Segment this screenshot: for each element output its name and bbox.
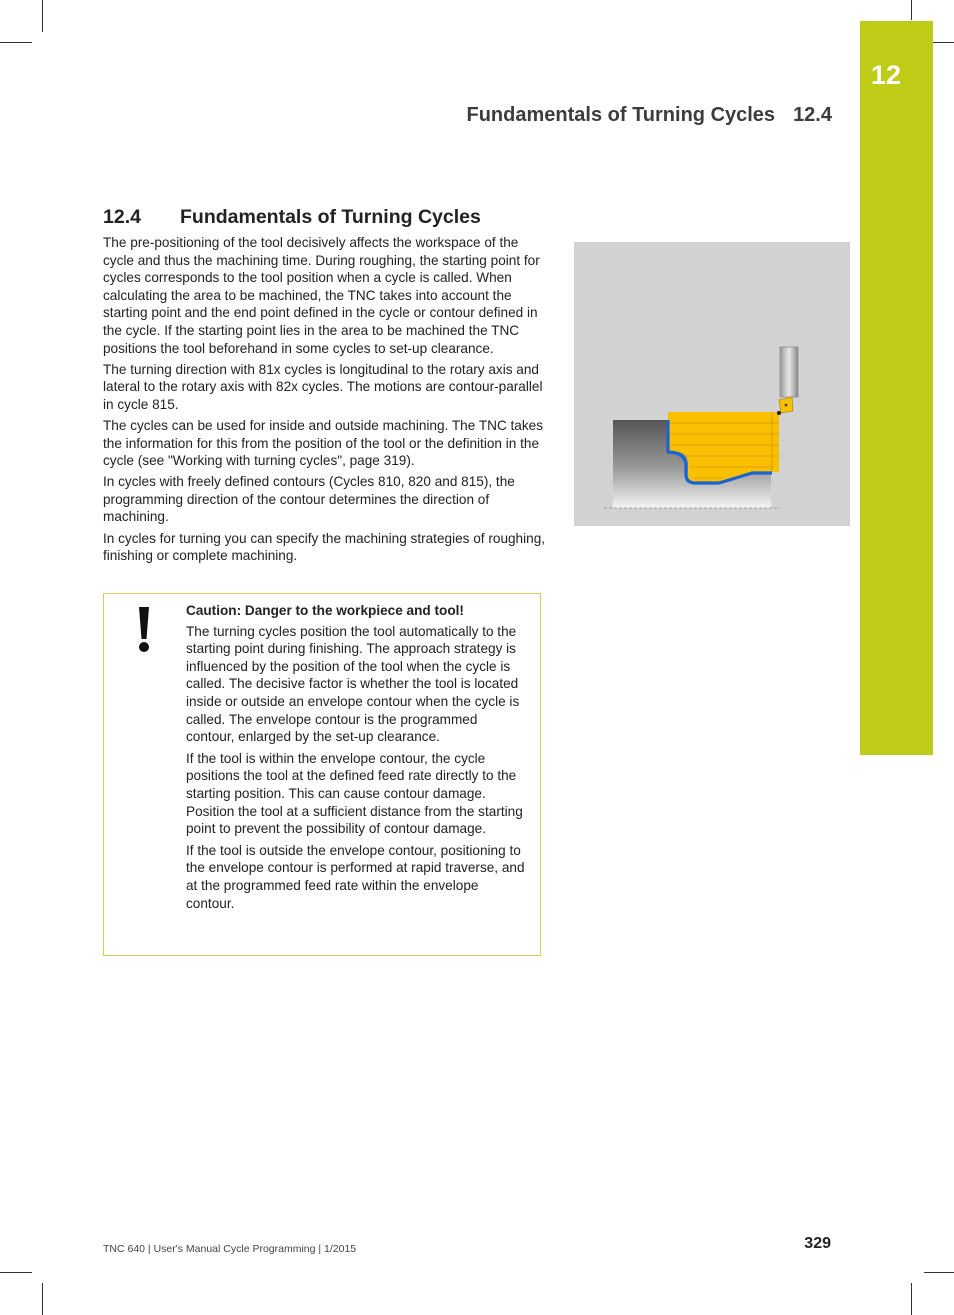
tool-tip (777, 411, 781, 415)
page-number: 329 (804, 1235, 831, 1252)
section-number: 12.4 (103, 206, 141, 228)
crop-mark (924, 1272, 954, 1273)
running-header-title: Fundamentals of Turning Cycles (466, 104, 776, 126)
turning-cycle-figure (574, 242, 850, 526)
turning-cycle-illustration (574, 242, 850, 526)
caution-paragraph: If the tool is outside the envelope contour, positioning to the envelope contour is performed at rapid traverse, and at the programmed feed rate within the envelope contour. (186, 842, 525, 911)
exclamation-icon (134, 603, 154, 653)
crop-mark (911, 1283, 912, 1315)
paragraph: In cycles for turning you can specify the machining strategies of roughing, finishing or complete machining. (103, 530, 546, 564)
footer-text: TNC 640 | User's Manual Cycle Programming | 1/2015 (103, 1243, 357, 1255)
paragraph: In cycles with freely defined contours (Cycles 810, 820 and 815), the programming direction of the contour determines the direction of machining. (103, 474, 515, 525)
chapter-number: 12 (871, 60, 902, 90)
workpiece-left (613, 420, 668, 508)
crop-mark (0, 42, 32, 43)
body-text (103, 234, 548, 568)
section-title: Fundamentals of Turning Cycles (180, 206, 481, 228)
paragraph: The cycles can be used for inside and outside machining. The TNC takes the information for this from the position of the tool or the definition in the cycle (see "Working with turning cycles", page 319). (103, 417, 544, 469)
caution-title: Caution: Danger to the workpiece and tool! (186, 603, 464, 618)
tool-holder (780, 347, 798, 397)
caution-box (103, 593, 541, 956)
crop-mark (42, 1283, 43, 1315)
paragraph: The turning direction with 81x cycles is longitudinal to the rotary axis and lateral to the rotary axis with 82x cycles. The motions are contour-parallel in cycle 815. (103, 361, 543, 412)
crop-mark (911, 0, 912, 20)
caution-paragraph: If the tool is within the envelope contour, the cycle positions the tool at the defined feed rate directly to the starting position. This can cause contour damage. Position the tool at a sufficient distance from the starting point to prevent the possibility of contour damage. (186, 750, 523, 837)
running-header (467, 104, 833, 127)
crop-mark (0, 1272, 32, 1273)
chapter-tab (860, 21, 933, 755)
caution-content (186, 602, 526, 916)
crop-mark (42, 0, 43, 32)
caution-paragraph: The turning cycles position the tool automatically to the starting point during finishing. The approach strategy is influenced by the position of the tool when the cycle is called. The decisive factor is whether the tool is located inside or outside an envelope contour when the cycle is called. The envelope contour is the programmed contour, enlarged by the set-up clearance. (186, 623, 520, 745)
running-header-number: 12.4 (793, 104, 832, 126)
section-heading (103, 206, 481, 229)
paragraph: The pre-positioning of the tool decisively affects the workspace of the cycle and thus the machining time. During roughing, the starting point for cycles corresponds to the tool position when a cycle is called. When calculating the area to be machined, the TNC takes into account the starting point and the end point defined in the cycle or contour defined in the cycle. If the starting point lies in the area to be machined the TNC positions the tool beforehand in some cycles to set-up clearance. (103, 235, 540, 356)
